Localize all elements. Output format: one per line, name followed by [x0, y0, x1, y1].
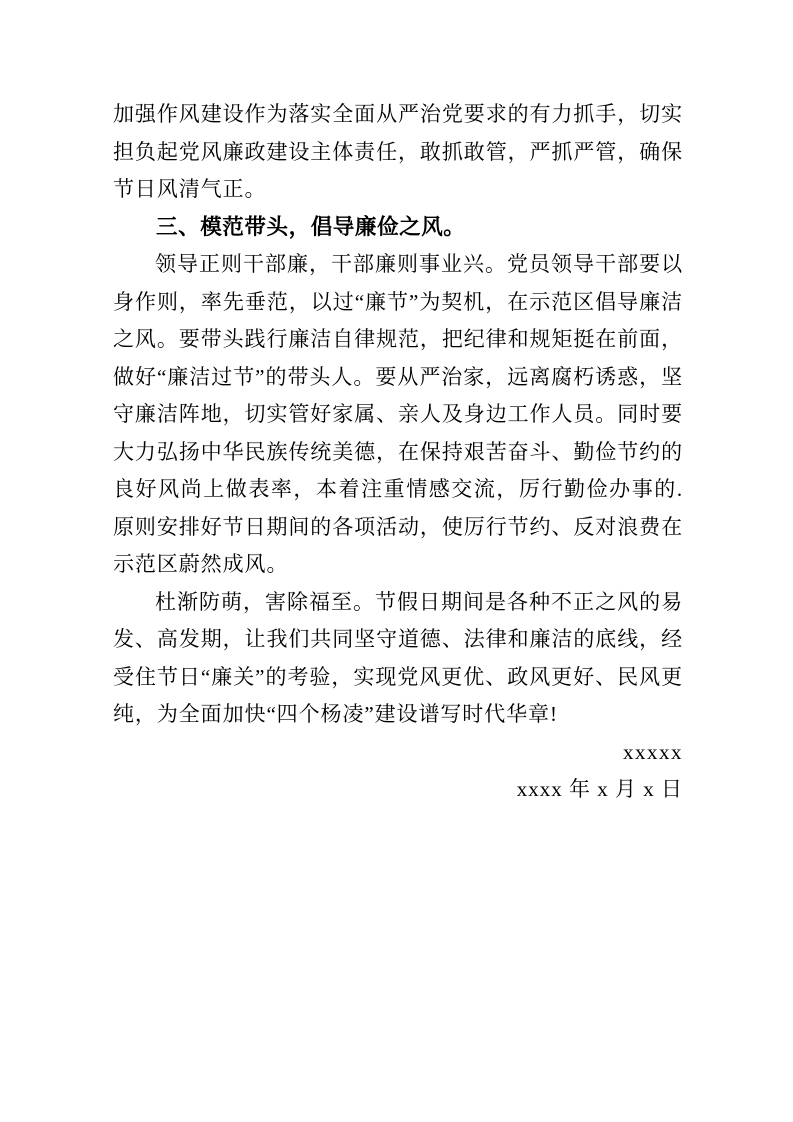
paragraph: 杜渐防萌，害除福至。节假日期间是各种不正之风的易发、高发期，让我们共同坚守道德、法律和廉洁的底线，经受住节日“廉关”的考验，实现党风更优、政风更好、民风更纯，为全面加快“四个杨凌”建设谱写时代华章!: [113, 589, 683, 726]
signature-date: xxxx 年 x 月 x 日: [516, 777, 683, 801]
paragraph: 领导正则干部廉，干部廉则事业兴。党员领导干部要以身作则，率先垂范，以过“廉节”为契机，在示范区倡导廉洁之风。要带头践行廉洁自律规范，把纪律和规矩挺在前面，做好“廉洁过节”的带头人。要从严治家，远离腐朽诱惑，坚守廉洁阵地，切实管好家属、亲人及身边工作人员。同时要大力弘扬中华民族传统美德，在保持艰苦奋斗、勤俭节约的良好风尚上做表率，本着注重情感交流，厉行勤俭办事的.原则安排好节日期间的各项活动，使厉行节约、反对浪费在示范区蔚然成风。: [113, 252, 683, 576]
section-heading: 三、模范带头，倡导廉俭之风。: [156, 214, 466, 239]
signature-name: xxxxx: [623, 739, 683, 764]
paragraph-continuation: 加强作风建设作为落实全面从严治党要求的有力抓手，切实担负起党风廉政建设主体责任，敢抓敢管，严抓严管，确保节日风清气正。: [113, 102, 683, 201]
document-body: [113, 96, 683, 809]
